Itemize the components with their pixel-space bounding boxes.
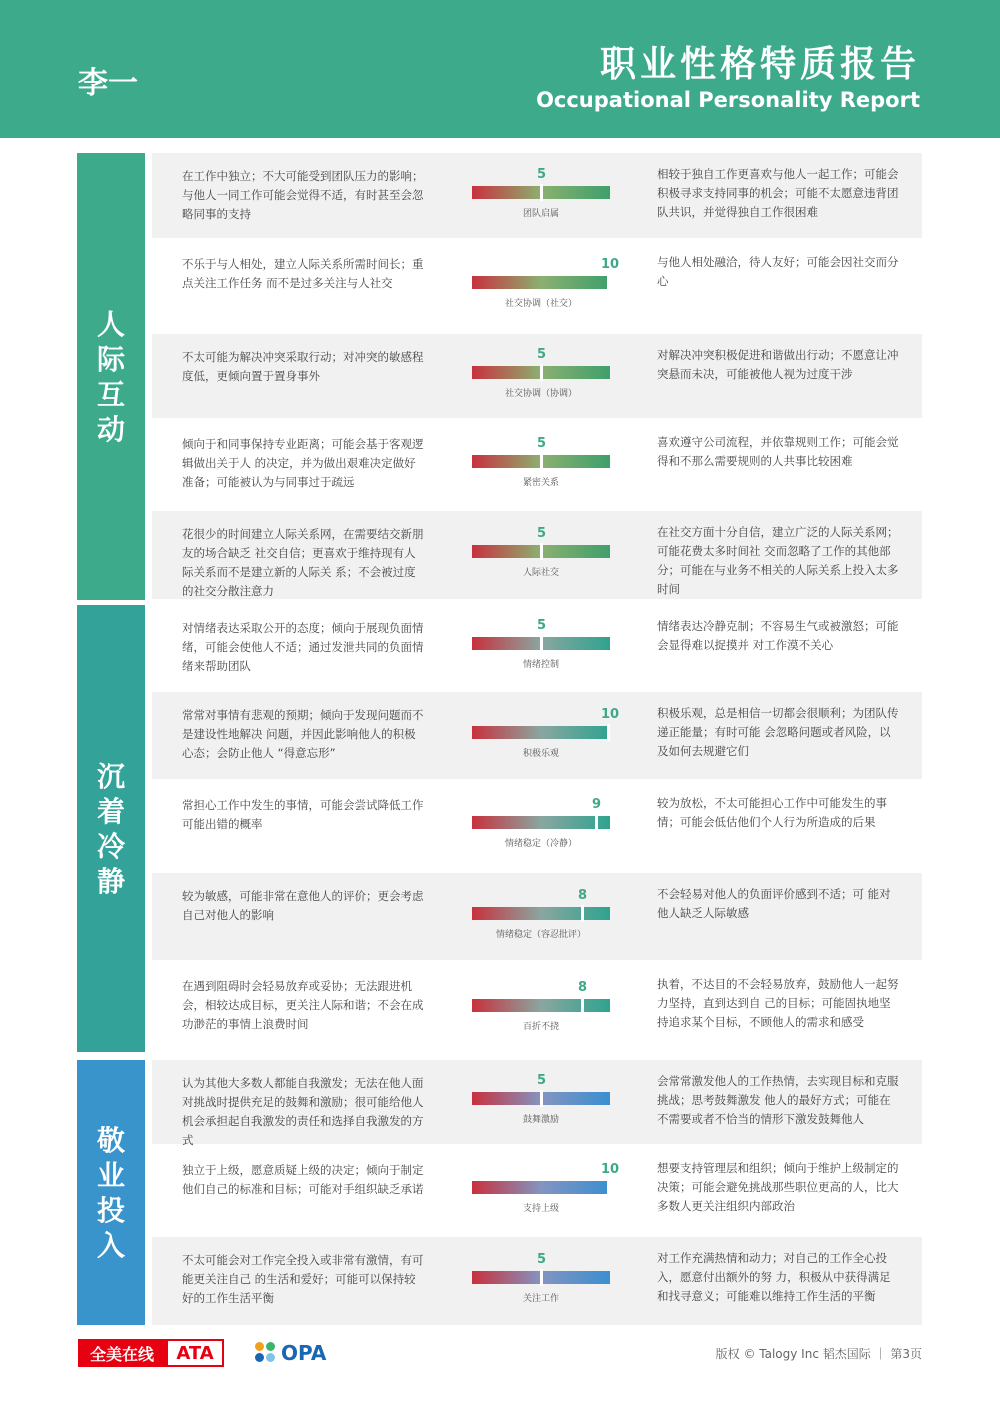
trait-row (152, 1237, 922, 1325)
score-value: 10 (601, 707, 620, 722)
trait-high-description: 积极乐观，总是相信一切都会很顺利；为团队传递正能量；有时可能 会忽略问题或者风险，以及如何去规避它们 (657, 706, 899, 758)
trait-row (152, 605, 922, 689)
trait-name: 情绪稳定（容忍批评） (495, 930, 586, 940)
trait-low-description: 常常对事情有悲观的预期；倾向于发现问题而不是建设性地解决 问题，并因此影响他人的积极心态；会防止他人 “得意忘形” (182, 708, 424, 760)
section-label-char: 敬 (96, 1123, 125, 1157)
score-bar (472, 726, 610, 739)
score-value: 10 (601, 1162, 620, 1177)
score-marker (581, 905, 584, 922)
section-label-char: 着 (96, 794, 125, 828)
copyright: 版权 © Talogy Inc 韬杰国际 ｜ 第3页 (715, 1347, 922, 1361)
ata-logo-en: ATA (166, 1339, 224, 1367)
report-title: 职业性格特质报告 (599, 44, 920, 85)
score-bar (472, 907, 610, 920)
score-marker (540, 1269, 543, 1286)
trait-name: 人际社交 (522, 568, 559, 578)
score-marker (540, 543, 543, 560)
score-value: 5 (537, 618, 547, 633)
score-value: 8 (578, 888, 588, 903)
score-marker (607, 1179, 610, 1196)
section-label-char: 际 (96, 342, 125, 376)
score-marker (607, 724, 610, 741)
section-label-2 (77, 1060, 145, 1325)
trait-low-description: 对情绪表达采取公开的态度；倾向于展现负面情绪，可能会使他人不适；通过发泄共同的负面情绪来帮助团队 (182, 621, 424, 673)
score-marker (540, 453, 543, 470)
trait-low-description: 不太可能会对工作完全投入或非常有激情，有可能更关注自己 的生活和爱好；可能可以保持较好的工作生活平衡 (182, 1253, 424, 1305)
trait-name: 社交协调（协调） (504, 389, 577, 399)
score-marker (595, 814, 598, 831)
trait-name: 鼓舞激励 (522, 1115, 559, 1125)
section-label-char: 业 (96, 1158, 125, 1192)
score-value: 10 (601, 257, 620, 272)
score-marker (540, 364, 543, 381)
score-bar (472, 999, 610, 1012)
section-label-char: 入 (96, 1228, 125, 1262)
trait-low-description: 不乐于与人相处，建立人际关系所需时间长；重点关注工作任务 而不是过多关注与人社交 (182, 257, 424, 290)
ata-logo-cn: 全美在线 (78, 1339, 166, 1367)
score-value: 5 (537, 526, 547, 541)
trait-low-description: 常担心工作中发生的事情，可能会尝试降低工作可能出错的概率 (182, 798, 424, 831)
score-marker (607, 274, 610, 291)
trait-low-description: 在遇到阻碍时会轻易放弃或妥协；无法跟进机会，相较达成目标，更关注人际和谐；不会在成功渺茫的事情上浪费时间 (182, 979, 424, 1031)
score-value: 5 (537, 1073, 547, 1088)
trait-name: 社交协调（社交） (504, 299, 577, 309)
trait-high-description: 相较于独自工作更喜欢与他人一起工作；可能会积极寻求支持同事的机会；可能不太愿意违背团队共识，并觉得独自工作很困难 (657, 167, 899, 219)
trait-low-description: 独立于上级，愿意质疑上级的决定；倾向于制定他们自己的标准和目标；可能对手组织缺乏承诺 (182, 1163, 424, 1196)
trait-low-description: 花很少的时间建立人际关系网，在需要结交新朋友的场合缺乏 社交自信；更喜欢于维持现有人际关系而不是建立新的人际关 系；不会被过度的社交分散注意力 (182, 527, 424, 598)
score-value: 8 (578, 980, 588, 995)
score-value: 5 (537, 347, 547, 362)
trait-high-description: 较为放松，不太可能担心工作中可能发生的事情；可能会低估他们个人行为所造成的后果 (657, 796, 887, 829)
trait-high-description: 对工作充满热情和动力；对自己的工作全心投入，愿意付出额外的努 力，积极从中获得满足和找寻意义；可能难以维持工作生活的平衡 (657, 1251, 891, 1303)
report-subtitle: Occupational Personality Report (536, 88, 920, 112)
trait-row (152, 511, 922, 599)
section-label-char: 沉 (96, 759, 125, 793)
score-value: 5 (537, 167, 547, 182)
section-label-char: 人 (96, 307, 125, 341)
score-marker (581, 997, 584, 1014)
trait-name: 积极乐观 (522, 749, 559, 759)
score-marker (540, 635, 543, 652)
trait-high-description: 对解决冲突积极促进和谐做出行动；不愿意让冲突悬而未决，可能被他人视为过度干涉 (657, 348, 899, 381)
trait-high-description: 喜欢遵守公司流程，并依靠规则工作；可能会觉得和不那么需要规则的人共事比较困难 (657, 435, 899, 468)
trait-high-description: 在社交方面十分自信，建立广泛的人际关系网；可能花费太多时间社 交而忽略了工作的其他部分；可能在与业务不相关的人际关系上投入太多时间 (657, 525, 899, 596)
trait-row (152, 334, 922, 418)
score-value: 5 (537, 436, 547, 451)
trait-name: 紧密关系 (522, 478, 559, 488)
trait-low-description: 认为其他大多数人都能自我激发；无法在他人面对挑战时提供充足的鼓舞和激励；很可能给他人机会承担起自我激发的责任和选择自我激发的方式 (182, 1076, 424, 1147)
trait-name: 关注工作 (522, 1294, 559, 1304)
opa-logo-text: OPA (281, 1341, 327, 1365)
score-bar (472, 276, 610, 289)
score-value: 9 (592, 797, 602, 812)
ata-logo (78, 1339, 230, 1367)
score-value: 5 (537, 1252, 547, 1267)
trait-row (152, 782, 922, 870)
score-bar (472, 1181, 610, 1194)
opa-mark-icon (255, 1342, 277, 1364)
trait-name: 情绪稳定（冷静） (504, 839, 577, 849)
opa-logo (255, 1339, 326, 1367)
trait-name: 支持上级 (522, 1204, 559, 1214)
trait-high-description: 情绪表达冷静克制；不容易生气或被激怒；可能会显得难以捉摸并 对工作漠不关心 (657, 619, 899, 652)
trait-row (152, 1060, 922, 1147)
score-marker (540, 1090, 543, 1107)
trait-high-description: 想要支持管理层和组织；倾向于维护上级制定的决策；可能会避免挑战那些职位更高的人，比大多数人更关注组织内部政治 (657, 1161, 899, 1213)
trait-high-description: 与他人相处融洽，待人友好；可能会因社交而分心 (657, 255, 899, 288)
trait-name: 情绪控制 (522, 660, 559, 670)
page-header (0, 0, 1000, 138)
trait-row (152, 241, 922, 331)
section-label-char: 投 (96, 1193, 125, 1227)
trait-name: 团队启属 (522, 209, 559, 219)
trait-low-description: 倾向于和同事保持专业距离；可能会基于客观逻辑做出关于人 的决定，并为做出艰难决定做好准备；可能被认为与同事过于疏远 (182, 437, 424, 489)
section-label-char: 动 (96, 412, 125, 446)
trait-high-description: 不会轻易对他人的负面评价感到不适；可 能对他人缺乏人际敏感 (657, 887, 891, 920)
trait-low-description: 在工作中独立；不大可能受到团队压力的影响；与他人一同工作可能会觉得不适，有时甚至会忽略同事的支持 (182, 169, 424, 221)
score-bar (472, 816, 610, 829)
section-label-char: 冷 (96, 829, 125, 863)
trait-row (152, 873, 922, 960)
trait-row (152, 963, 922, 1055)
section-label-1 (77, 605, 145, 1052)
trait-row (152, 1147, 922, 1234)
trait-row (152, 692, 922, 779)
candidate-name: 李一 (78, 66, 138, 101)
trait-row (152, 153, 922, 238)
trait-low-description: 不太可能为解决冲突采取行动；对冲突的敏感程度低，更倾向置于置身事外 (182, 350, 424, 383)
section-label-char: 互 (96, 377, 125, 411)
section-label-char: 静 (96, 864, 125, 898)
score-marker (540, 184, 543, 201)
trait-name: 百折不挠 (522, 1022, 559, 1032)
trait-row (152, 421, 922, 508)
trait-high-description: 会常常激发他人的工作热情，去实现目标和克服挑战；思考鼓舞激发 他人的最好方式；可能在不需要或者不恰当的情形下激发鼓舞他人 (657, 1074, 899, 1126)
trait-low-description: 较为敏感，可能非常在意他人的评价；更会考虑自己对他人的影响 (182, 889, 424, 922)
trait-high-description: 执着，不达目的不会轻易放弃，鼓励他人一起努力坚持，直到达到自 己的目标；可能固执地坚持追求某个目标，不顾他人的需求和感受 (657, 977, 899, 1029)
section-label-0 (77, 153, 145, 600)
